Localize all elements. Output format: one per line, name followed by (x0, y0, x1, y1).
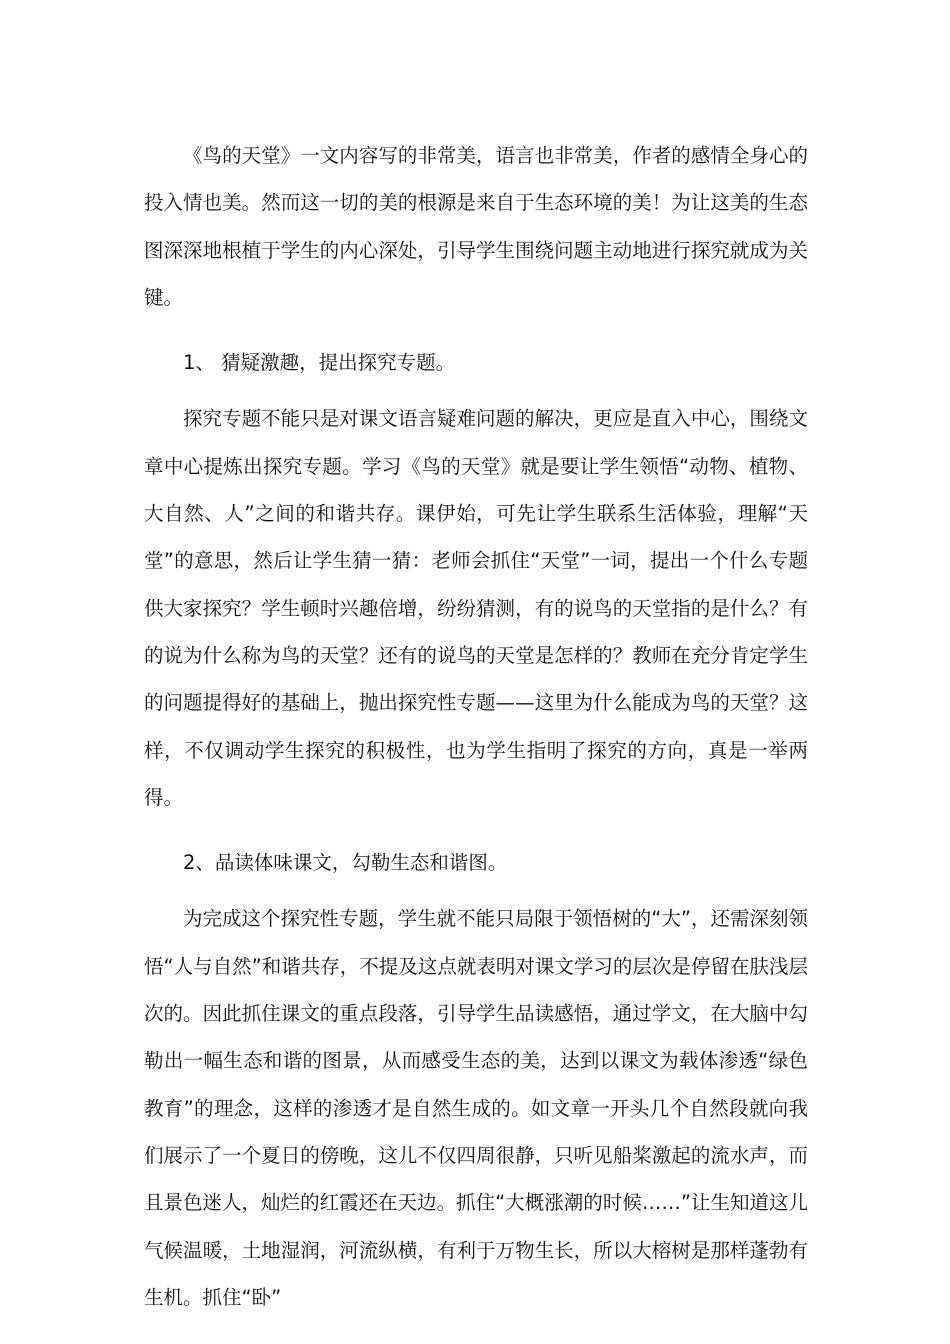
paragraph-intro: 《鸟的天堂》一文内容写的非常美，语言也非常美，作者的感情全身心的投入情也美。然而这一切的美的根源是来自于生态环境的美！为让这美的生态图深深地根植于学生的内心深处，引导学生围绕问题主动地进行探究就成为关键。 (144, 144, 808, 309)
paragraph-section-1: 探究专题不能只是对课文语言疑难问题的解决，更应是直入中心，围绕文章中心提炼出探究专题。学习《鸟的天堂》就是要让学生领悟“动物、植物、大自然、人”之间的和谐共存。课伊始，可先让学生联系生活体验，理解“天堂”的意思，然后让学生猜一猜：老师会抓住“天堂”一词，提出一个什么专题供大家探究？学生顿时兴趣倍增，纷纷猜测，有的说鸟的天堂指的是什么？有的说为什么称为鸟的天堂？还有的说鸟的天堂是怎样的？教师在充分肯定学生的问题提得好的基础上，抛出探究性专题——这里为什么能成为鸟的天堂？这样，不仅调动学生探究的积极性，也为学生指明了探究的方向，真是一举两得。 (144, 407, 808, 809)
paragraph-gap (144, 821, 808, 830)
section-heading-1: 1、 猜疑激趣，提出探究专题。 (183, 351, 456, 375)
section-heading-2: 2、品读体味课文，勾勒生态和谐图。 (183, 851, 508, 875)
document-body (144, 132, 808, 1321)
paragraph-gap (144, 321, 808, 330)
paragraph-section-2: 为完成这个探究性专题，学生就不能只局限于领悟树的“大”，还需深刻领悟“人与自然”和谐共存，不提及这点就表明对课文学习的层次是停留在肤浅层次的。因此抓住课文的重点段落，引导学生品读感悟，通过学文，在大脑中勾勒出一幅生态和谐的图景，从而感受生态的美，达到以课文为载体渗透“绿色教育”的理念，这样的渗透才是自然生成的。如文章一开头几个自然段就向我们展示了一个夏日的傍晚，这儿不仅四周很静，只听见船桨激起的流水声，而且景色迷人，灿烂的红霞还在天边。抓住“大概涨潮的时候……”让生知道这儿气候温暖，土地湿润，河流纵横，有利于万物生长，所以大榕树是那样蓬勃有生机。抓住“卧” (144, 907, 808, 1309)
